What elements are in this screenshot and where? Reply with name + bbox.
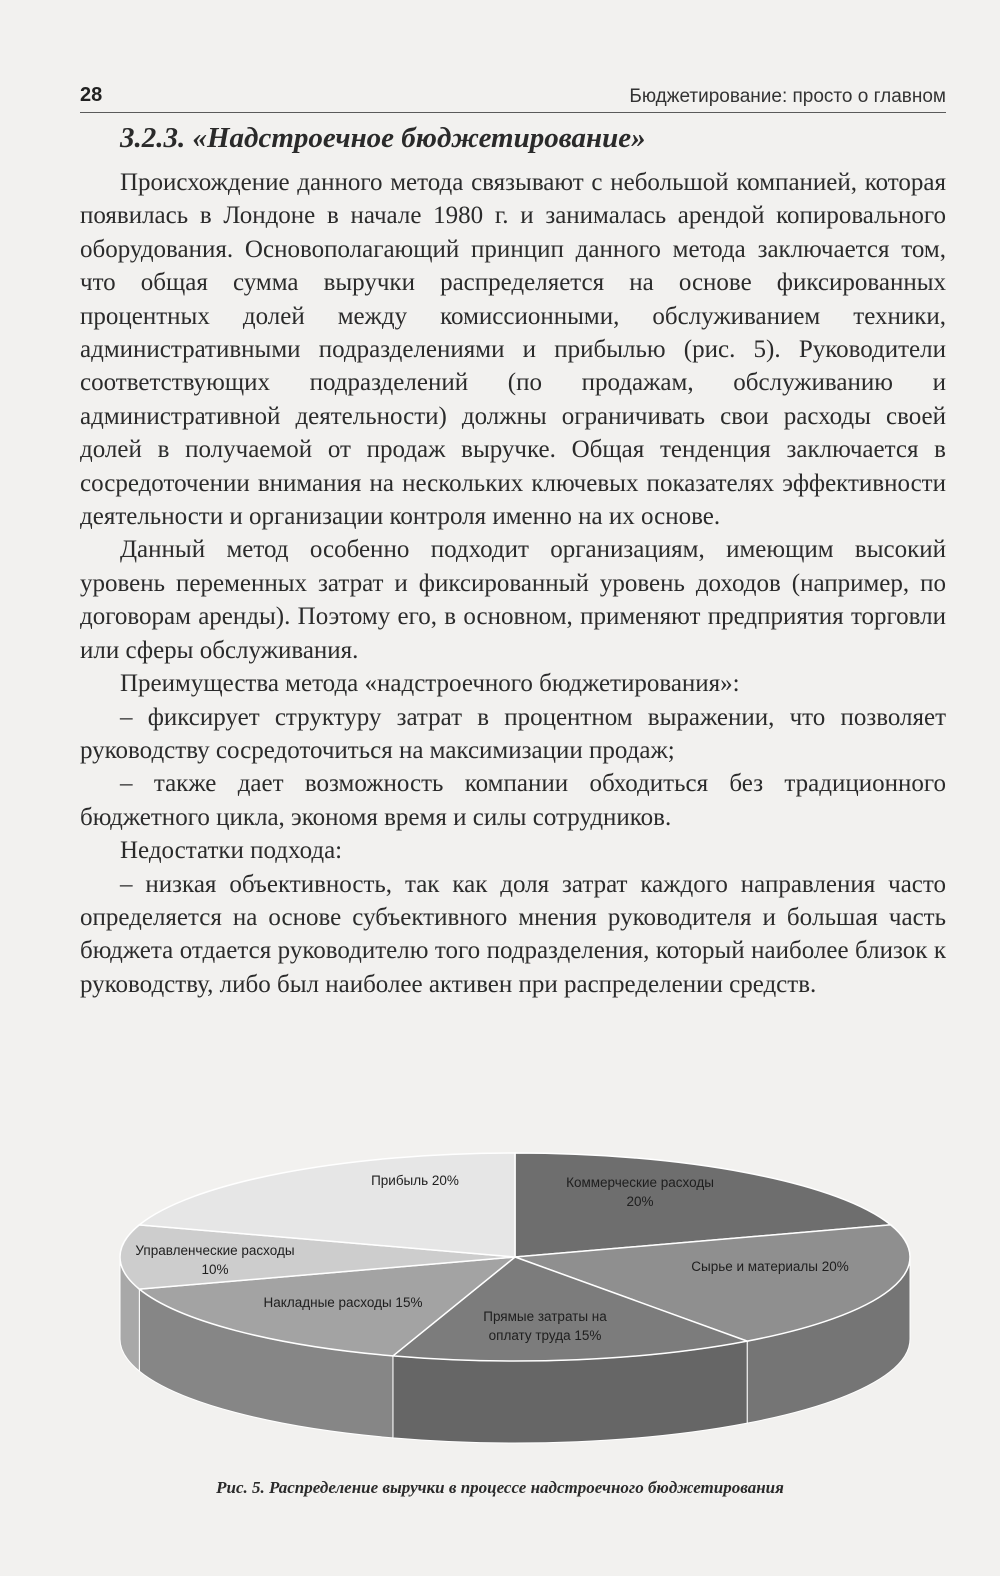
pie-slice-label: Накладные расходы 15% [263, 1295, 423, 1310]
pie-slice-label: Коммерческие расходы 20% [566, 1175, 714, 1209]
paragraph: Недостатки подхода: [120, 837, 343, 865]
pie-slice-label: Прибыль 20% [371, 1173, 459, 1188]
list-item: – фиксирует структуру затрат в процентном выражении, что позволяет руководству сосредоточиться на максимизации продаж; [80, 703, 946, 764]
paragraph: Преимущества метода «надстроечного бюджетирования»: [120, 670, 740, 698]
running-title: Бюджетирование: просто о главном [629, 86, 946, 107]
list-item: – также дает возможность компании обходиться без традиционного бюджетного цикла, экономя время и силы сотрудников. [80, 770, 946, 831]
pie-slice-label: Сырье и материалы 20% [691, 1259, 849, 1274]
pie-slice-label: Прямые затраты на оплату труда 15% [483, 1309, 607, 1343]
list-item: – низкая объективность, так как доля затрат каждого направления часто определяется на основе субъективного мнения руководителя и бoльшая часть бюджета отдается руководителю того подразделения, который наиболее близок к руководству, либо был наиболее активен при распределении средств. [80, 870, 946, 998]
pie-slice-label: Управленческие расходы 10% [135, 1243, 295, 1277]
figure-caption: Рис. 5. Распределение выручки в процессе надстроечного бюджетирования [216, 1478, 784, 1497]
paragraph: Данный метод особенно подходит организациям, имеющим высокий уровень переменных затрат и фиксированный уровень доходов (например, по договорам аренды). Поэтому его, в основном, применяют предприятия торговли или сферы обслуживания. [80, 536, 946, 664]
paragraph: Происхождение данного метода связывают с небольшой компанией, которая появилась в Лондоне в начале 1980 г. и занималась арендой копировального оборудования. Основополагающий принцип данного метода заключается том, что общая сумма выручки распределяется на основе фиксированных процентных долей между комиссионными, обслуживанием техники, административными подразделениями и прибылью (рис. 5). Руководители соответствующих подразделений (по продажам, обслуживанию и административной деятельности) должны ограничивать свои расходы своей долей в получаемой от продаж выручке. Общая тенденция заключается в сосредоточении внимания на нескольких ключевых показателях эффективности деятельности и организации контроля именно на их основе. [80, 169, 946, 531]
section-title: 3.2.3. «Надстроечное бюджетирование» [120, 122, 646, 154]
page-header [80, 82, 946, 113]
pie-chart [115, 1145, 925, 1475]
pie-chart-svg [115, 1145, 925, 1475]
page-number: 28 [80, 84, 103, 106]
body-text [80, 166, 946, 1001]
